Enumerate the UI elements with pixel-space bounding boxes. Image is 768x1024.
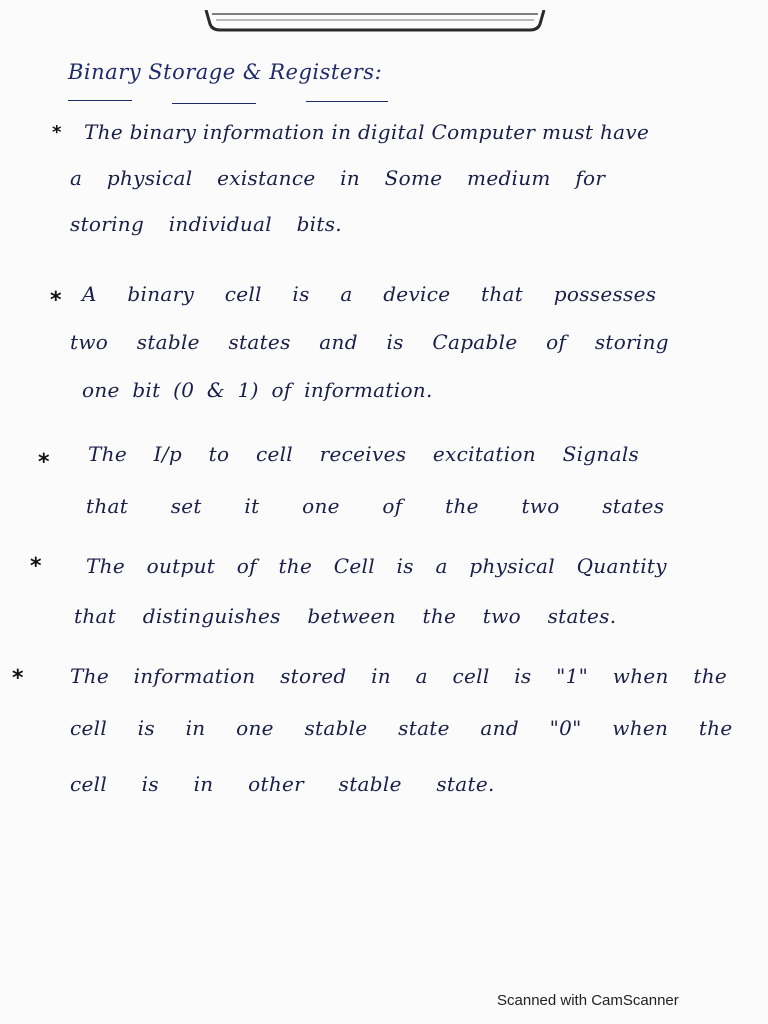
text-line: a physical existance in Some medium for bbox=[70, 166, 606, 190]
clipboard-clip-icon bbox=[204, 10, 546, 32]
text-line: that distinguishes between the two states. bbox=[74, 604, 617, 628]
bullet-asterisk: * bbox=[52, 122, 62, 143]
scanner-watermark: Scanned with CamScanner bbox=[497, 992, 679, 1009]
text-line: The binary information in digital Computer must have bbox=[84, 120, 650, 144]
text-line: The information stored in a cell is "1" when the bbox=[70, 664, 728, 688]
text-line: two stable states and is Capable of storing bbox=[70, 330, 669, 354]
text-line: A binary cell is a device that possesses bbox=[82, 282, 657, 306]
title-underline bbox=[306, 101, 388, 102]
text-line: storing individual bits. bbox=[70, 212, 342, 236]
text-line: cell is in other stable state. bbox=[70, 772, 495, 796]
page-title: Binary Storage & Registers: bbox=[68, 60, 383, 84]
text-line: The I/p to cell receives excitation Signals bbox=[88, 442, 640, 466]
text-line: that set it one of the two states bbox=[86, 494, 665, 518]
text-line: The output of the Cell is a physical Quantity bbox=[86, 554, 667, 578]
title-underline bbox=[68, 100, 132, 101]
text-line: cell is in one stable state and "0" when the bbox=[70, 716, 733, 740]
bullet-asterisk: * bbox=[38, 450, 50, 475]
bullet-asterisk: * bbox=[12, 666, 24, 691]
title-underline bbox=[172, 103, 256, 104]
bullet-asterisk: * bbox=[50, 288, 62, 313]
text-line: one bit (0 & 1) of information. bbox=[82, 378, 433, 402]
bullet-asterisk: * bbox=[30, 554, 42, 579]
